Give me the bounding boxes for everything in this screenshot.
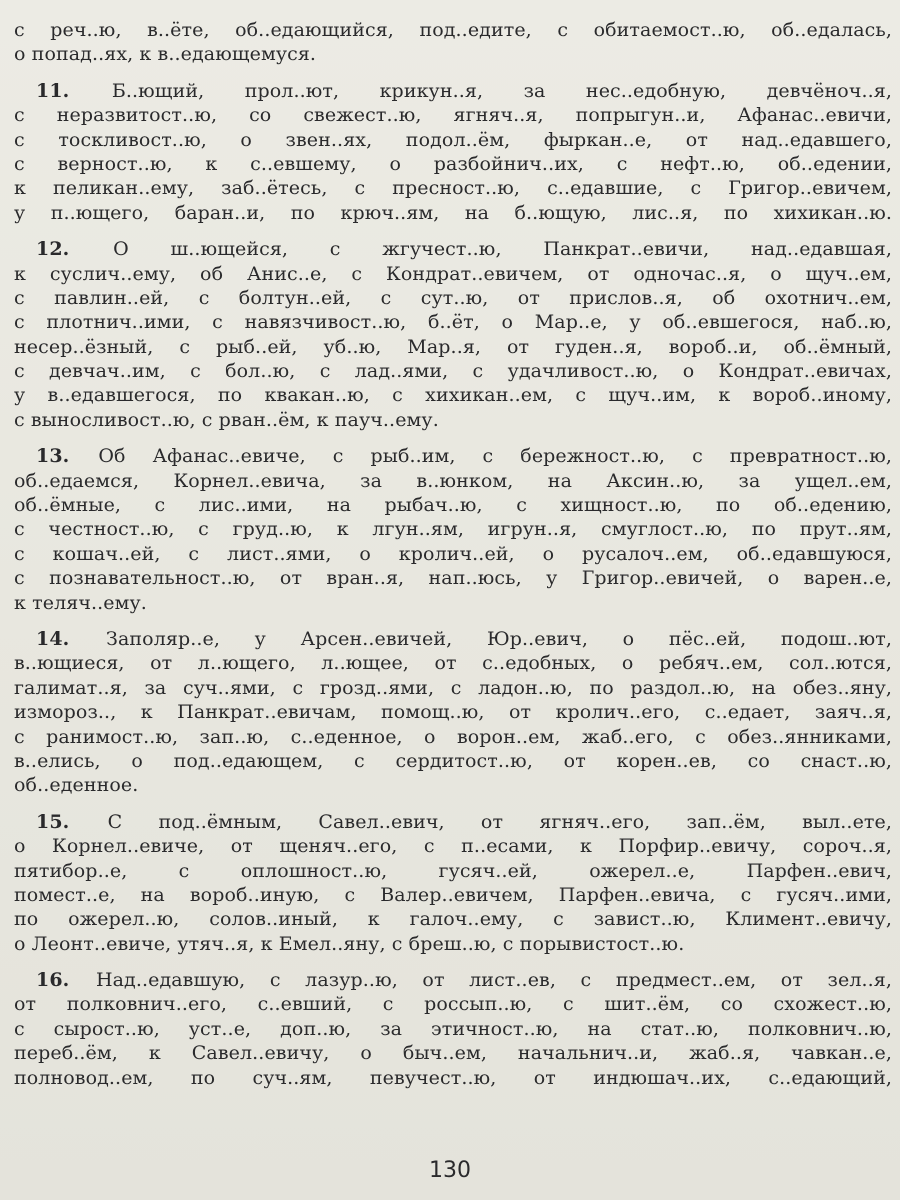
text-line: к пеликан..ему, заб..ётесь, с пресност..ю, с..едавшие, с Григор..евичем,: [14, 177, 892, 200]
text-line: об..ёмные, с лис..ими, на рыбач..ю, с хищност..ю, по об..едению,: [14, 494, 892, 517]
page-number: 130: [429, 1158, 471, 1183]
exercise-16: [14, 968, 892, 1090]
text-line: у в..едавшегося, по квакан..ю, с хихикан..ем, с щуч..им, к вороб..иному,: [14, 384, 892, 407]
exercise-14: [14, 627, 892, 798]
text-line: несер..ёзный, с рыб..ей, уб..ю, Мар..я, от гуден..я, вороб..и, об..ёмный,: [14, 335, 892, 358]
exercise-13: [14, 444, 892, 615]
exercise-number: 13.: [36, 445, 70, 468]
exercise-number: 16.: [36, 969, 70, 992]
text-line: о попад..ях, к в..едающемуся.: [14, 43, 317, 66]
text-line: о Леонт..евиче, утяч..я, к Емел..яну, с бреш..ю, с порывистост..ю.: [14, 932, 685, 955]
text-line: пятибор..е, с оплошност..ю, гусяч..ей, ожерел..е, Парфен..евич,: [14, 859, 892, 882]
text-line: в..елись, о под..едающем, с сердитост..ю, от корен..ев, со снаст..ю,: [14, 749, 892, 772]
exercise-15: [14, 810, 892, 956]
text-line: полновод..ем, по суч..ям, певучест..ю, от индюшач..их, с..едающий,: [14, 1066, 892, 1089]
text-line: с выносливост..ю, с рван..ём, к пауч..ему.: [14, 408, 439, 431]
text-line: переб..ём, к Савел..евичу, о быч..ем, начальнич..и, жаб..я, чавкан..е,: [14, 1042, 892, 1065]
text-line: помест..е, на вороб..иную, с Валер..евичем, Парфен..евича, с гусяч..ими,: [14, 883, 892, 906]
exercise-number: 14.: [36, 627, 70, 650]
exercise-number: 12.: [36, 238, 70, 261]
text-line: с тоскливост..ю, о звен..ях, подол..ём, фыркан..е, от над..едавшего,: [14, 128, 892, 151]
text-line: с верност..ю, к с..евшему, о разбойнич..их, с нефт..ю, об..едении,: [14, 152, 892, 175]
text-line: 14. Заполяр..е, у Арсен..евичей, Юр..евич, о пёс..ей, подош..ют,: [36, 627, 892, 650]
text-line: с кошач..ей, с лист..ями, о кролич..ей, о русалоч..ем, об..едавшуюся,: [14, 542, 892, 565]
text-line: 16. Над..едавшую, с лазур..ю, от лист..ев, с предмест..ем, от зел..я,: [36, 969, 892, 992]
text-line: 12. О ш..ющейся, с жгучест..ю, Панкрат..евичи, над..едавшая,: [36, 238, 892, 261]
text-line: 13. Об Афанас..евиче, с рыб..им, с бережност..ю, с превратност..ю,: [36, 445, 892, 468]
text-line: 11. Б..ющий, прол..ют, крикун..я, за нес..едобную, девчёноч..я,: [36, 79, 892, 102]
text-line: к суслич..ему, об Анис..е, с Кондрат..евичем, от одночас..я, о щуч..ем,: [14, 262, 892, 285]
text-line: с неразвитост..ю, со свежест..ю, ягняч..я, попрыгун..и, Афанас..евичи,: [14, 104, 892, 127]
text-line: у п..ющего, баран..и, по крюч..ям, на б..ющую, лис..я, по хихикан..ю.: [14, 201, 892, 224]
exercise-number: 11.: [36, 79, 70, 102]
text-line: 15. С под..ёмным, Савел..евич, от ягняч..его, зап..ём, выл..ете,: [36, 810, 892, 833]
text-line: с павлин..ей, с болтун..ей, с сут..ю, от прислов..я, об охотнич..ем,: [14, 286, 892, 309]
exercise-12: [14, 237, 892, 432]
text-line: по ожерел..ю, солов..иный, к галоч..ему, с завист..ю, Климент..евичу,: [14, 908, 892, 931]
text-line: с девчач..им, с бол..ю, с лад..ями, с удачливост..ю, о Кондрат..евичах,: [14, 360, 892, 383]
text-line: об..еденное.: [14, 774, 139, 797]
text-line: об..едаемся, Корнел..евича, за в..юнком, на Аксин..ю, за ущел..ем,: [14, 469, 892, 492]
text-line: измороз.., к Панкрат..евичам, помощ..ю, от кролич..его, с..едает, заяч..я,: [14, 701, 892, 724]
text-line: от полковнич..его, с..евший, с россып..ю, с шит..ём, со схожест..ю,: [14, 993, 892, 1016]
exercise-text: [14, 18, 892, 1102]
text-line: с плотнич..ими, с навязчивост..ю, б..ёт, о Мар..е, у об..евшегося, наб..ю,: [14, 311, 892, 334]
text-line: с реч..ю, в..ёте, об..едающийся, под..едите, с обитаемост..ю, об..едалась,: [14, 19, 892, 41]
text-line: в..ющиеся, от л..ющего, л..ющее, от с..едобных, о ребяч..ем, сол..ются,: [14, 652, 892, 675]
text-line: о Корнел..евиче, от щеняч..его, с п..есами, к Порфир..евичу, сороч..я,: [14, 835, 892, 858]
text-line: с честност..ю, с груд..ю, к лгун..ям, игрун..я, смуглост..ю, по прут..ям,: [14, 518, 892, 541]
text-line: с познавательност..ю, от вран..я, нап..юсь, у Григор..евичей, о варен..е,: [14, 567, 892, 590]
exercise-number: 15.: [36, 810, 70, 833]
exercise-11: [14, 79, 892, 225]
text-line: к теляч..ему.: [14, 591, 147, 614]
text-line: с сырост..ю, уст..е, доп..ю, за этичност..ю, на стат..ю, полковнич..ю,: [14, 1017, 892, 1040]
intro-continuation: [14, 18, 892, 67]
text-line: с ранимост..ю, зап..ю, с..еденное, о ворон..ем, жаб..его, с обез..янниками,: [14, 725, 892, 748]
text-line: галимат..я, за суч..ями, с грозд..ями, с ладон..ю, по раздол..ю, на обез..яну,: [14, 676, 892, 699]
